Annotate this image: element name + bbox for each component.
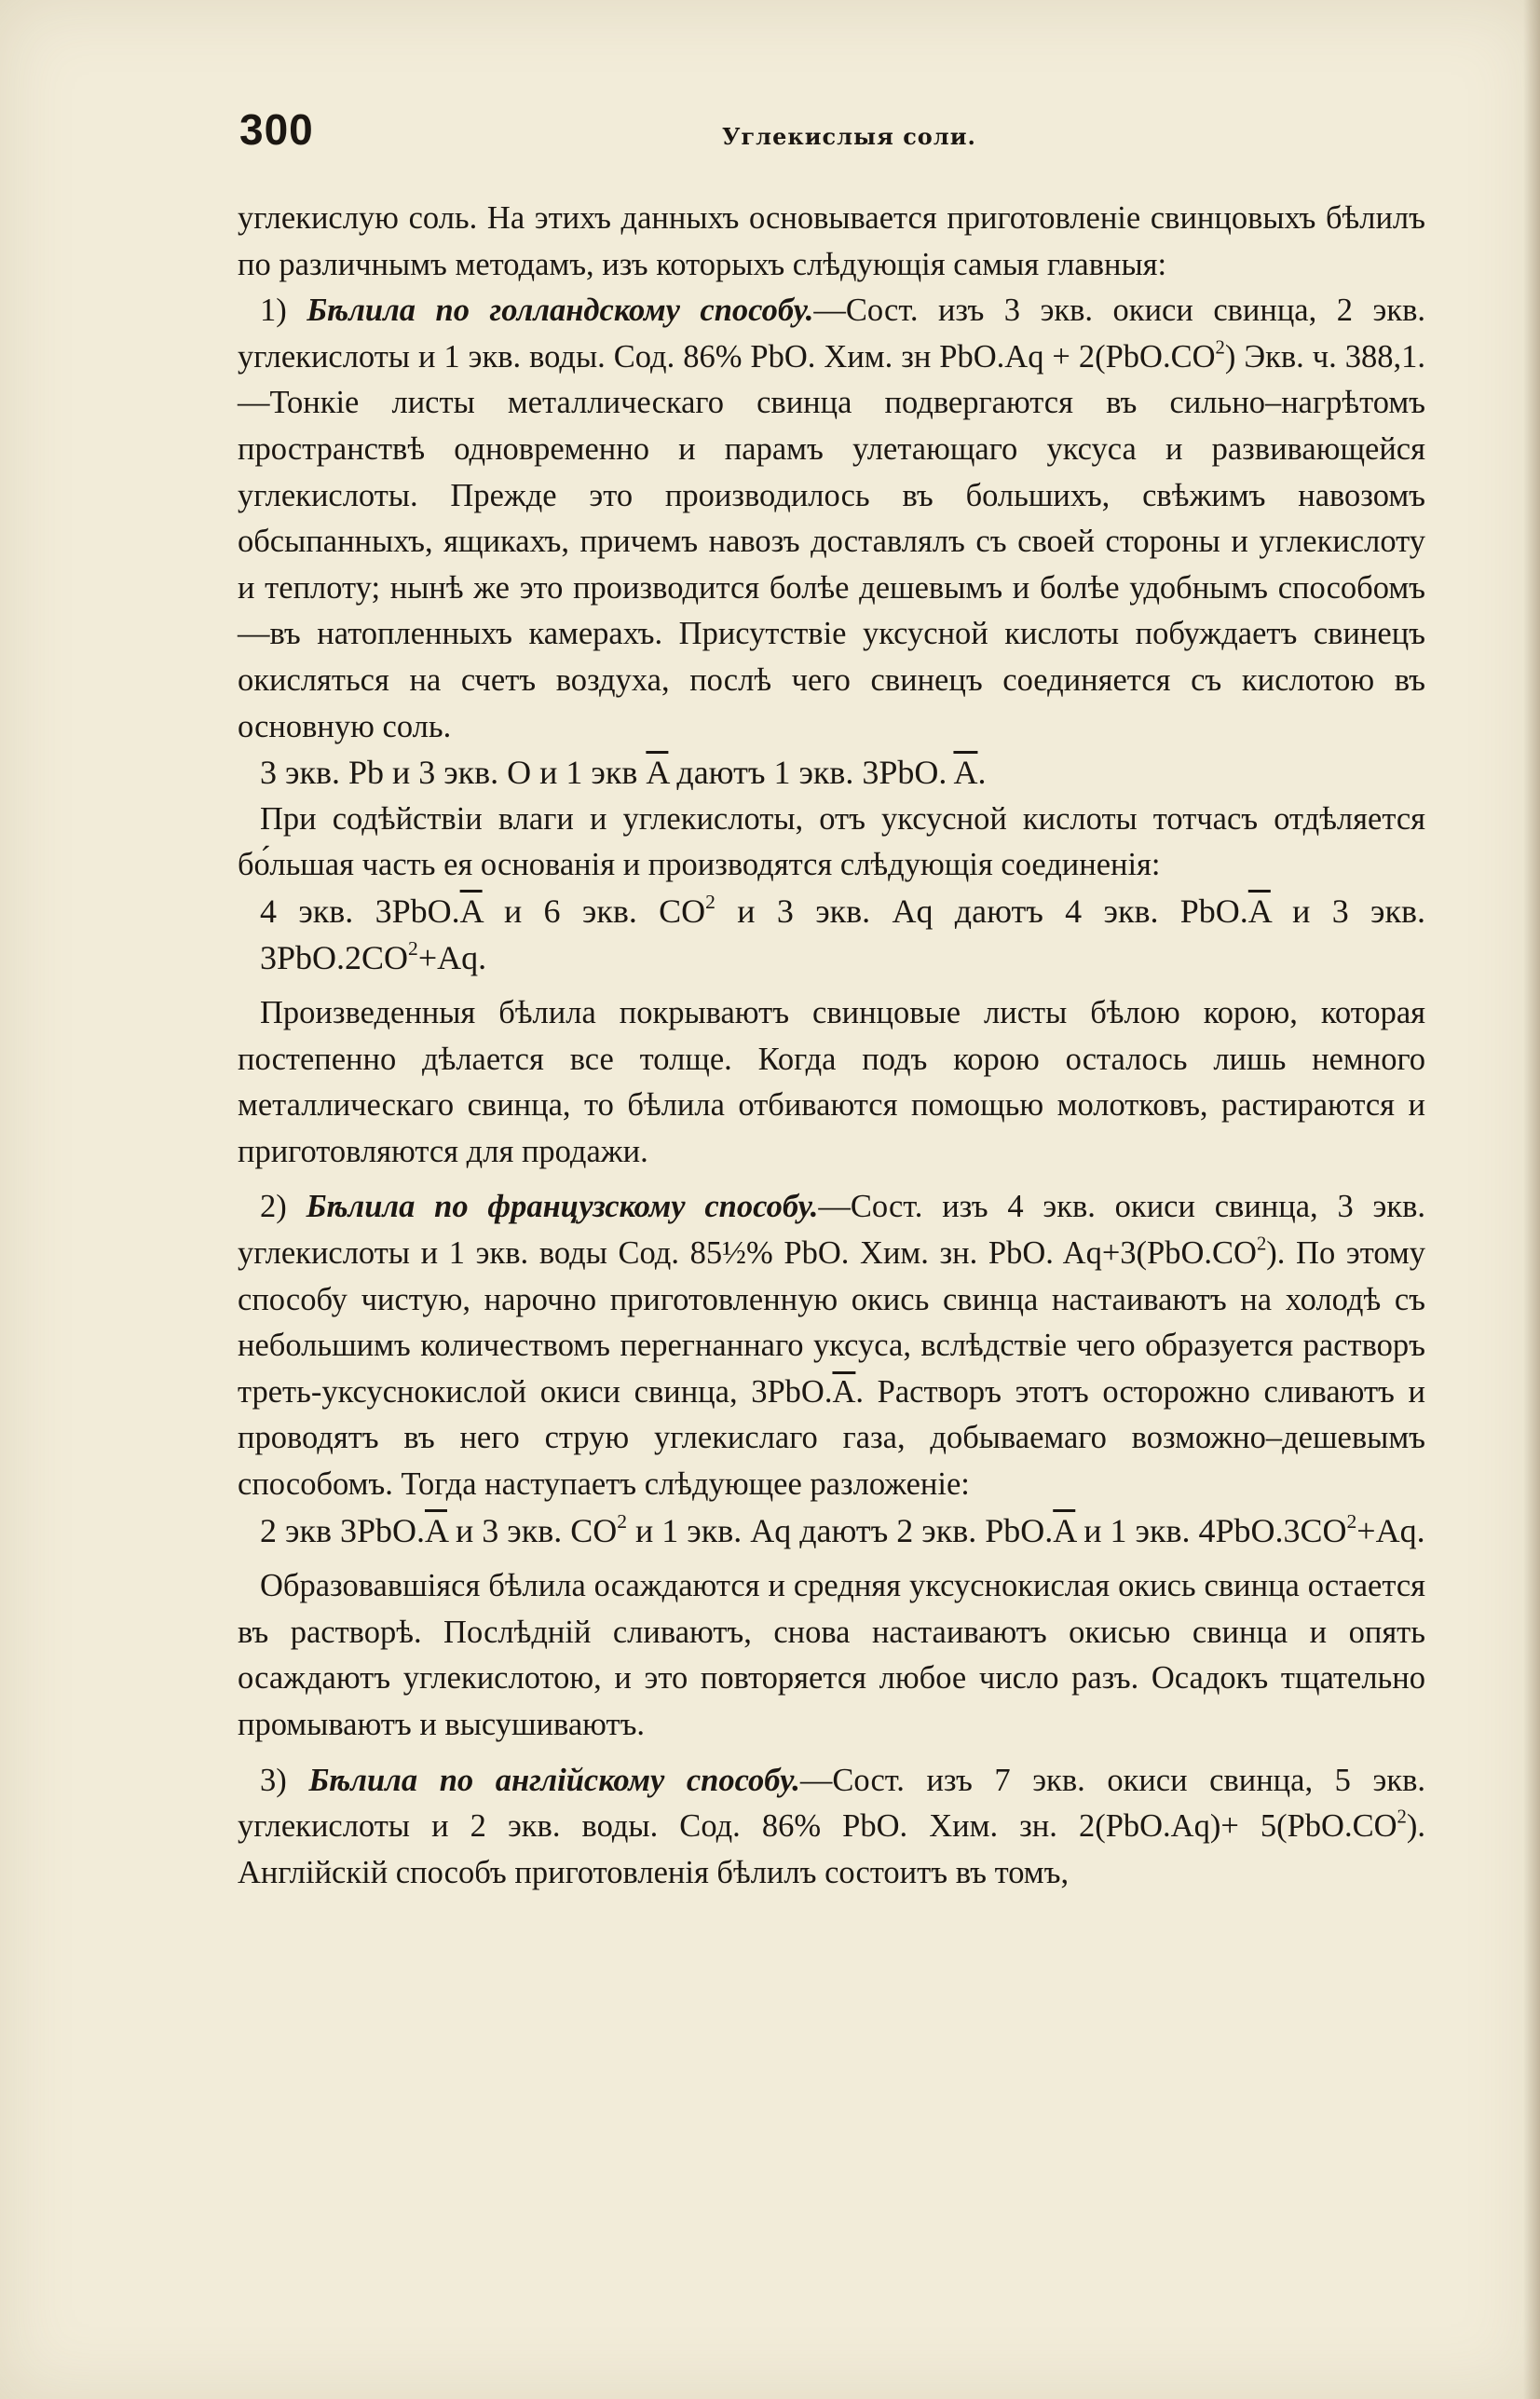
page-body	[238, 196, 1425, 1896]
formula-text: и 6 экв. CO	[482, 892, 706, 930]
formula-2	[238, 889, 1425, 981]
section-number: 1)	[260, 293, 287, 329]
section-text: ) Экв. ч. 388,1.—Тонкіе листы металлическаго свинца подвергаются въ сильно–нагрѣтомъ пространствѣ одновременно и парамъ улетающаго уксуса и развивающейся углекислоты. Прежде это производилось въ большихъ, свѣжимъ навозомъ обсыпанныхъ, ящикахъ, причемъ навозъ доставлялъ съ своей стороны и углекислоту и теплоту; нынѣ же это производится болѣе дешевымъ и болѣе удобнымъ способомъ—въ натопленныхъ камерахъ. Присутствіе уксусной кислоты побуждаетъ свинецъ окисляться на счетъ воздуха, послѣ чего свинецъ соединяется съ кислотою въ основную соль.	[238, 338, 1425, 744]
formula-text: даютъ 1 экв. 3PbO.	[668, 754, 954, 792]
superscript: 2	[617, 1509, 627, 1533]
formula-text: и 3 экв. 3PbO.2CO	[260, 892, 1425, 976]
formula-text: 4 экв. 3PbO.	[260, 892, 460, 930]
superscript: 2	[1346, 1509, 1357, 1533]
superscript: 2	[705, 890, 715, 913]
formula-text: и 1 экв. 4PbO.3CO	[1075, 1511, 1347, 1549]
formula-text: и 1 экв. Aq даютъ 2 экв. PbO.	[627, 1511, 1054, 1549]
acetate-symbol: $\overline{A}$	[646, 754, 669, 792]
section-title: Бѣлила по голландскому способу.	[307, 293, 814, 329]
acetate-symbol: $\overline{A}$	[424, 1511, 447, 1549]
paragraph-crust: Произведенныя бѣлила покрываютъ свинцовые листы бѣлою корою, которая постепенно дѣлается все толще. Когда подъ корою осталось лишь немного металлическаго свинца, то бѣлила отбиваются помощью молотковъ, растираются и приготовляются для продажи.	[238, 995, 1425, 1169]
formula-text: 2 экв 3PbO.	[260, 1511, 425, 1549]
section-text: . Растворъ этотъ осторожно сливаютъ и проводятъ въ него струю углекислаго газа, добываемаго возможно–дешевымъ способомъ. Тогда наступаетъ слѣдующее разложеніе:	[238, 1373, 1425, 1503]
formula-text: +Aq.	[417, 938, 487, 976]
acetate-symbol: $\overline{A}$	[953, 754, 978, 792]
formula-3	[238, 1508, 1425, 1555]
formula-text: +Aq.	[1356, 1511, 1425, 1549]
superscript: 2	[1397, 1806, 1407, 1828]
section-title: Бѣлила по англійскому способу.	[308, 1762, 800, 1798]
section-number: 3)	[260, 1762, 287, 1798]
paragraph-reaction: При содѣйствіи влаги и углекислоты, отъ уксусной кислоты тотчасъ отдѣляется бо́льшая часть ея основанія и производятся слѣдующія соединенія:	[238, 800, 1425, 883]
acetate-symbol: $\overline{A}$	[1247, 892, 1271, 930]
acetate-symbol: $\overline{A}$	[459, 892, 483, 930]
formula-text: и 3 экв. Aq даютъ 4 экв. PbO.	[715, 892, 1248, 930]
section-title: Бѣлила по французскому способу.	[306, 1189, 819, 1225]
formula-text: 3 экв. Pb и 3 экв. O и 1 экв	[260, 754, 647, 792]
running-head: Углекислыя соли.	[722, 123, 976, 150]
formula-text: и 3 экв. CO	[446, 1511, 618, 1549]
acetate-symbol: $\overline{A}$	[832, 1373, 856, 1410]
section-french-method	[238, 1184, 1425, 1507]
section-text: —Сост. изъ 3 экв. окиси свинца, 2 экв. углекислоты и 1 экв. воды. Сод. 86% PbO. Хим. зн PbO.Aq + 2(PbO.CO	[238, 293, 1425, 375]
page-header	[238, 104, 1425, 160]
superscript: 2	[1215, 337, 1225, 359]
superscript: 2	[1256, 1234, 1267, 1255]
section-dutch-method	[238, 288, 1425, 750]
formula-1	[238, 750, 1425, 797]
section-text: —Сост. изъ 4 экв. окиси свинца, 3 экв. углекислоты и 1 экв. воды Сод. 85½% PbO. Хим. зн. PbO. Aq+3(PbO.CO	[238, 1189, 1426, 1272]
section-english-method	[238, 1758, 1425, 1897]
page-number: 300	[239, 105, 314, 154]
paragraph-precipitate: Образовавшіяся бѣлила осаждаются и средняя уксуснокислая окись свинца остается въ растворѣ. Послѣдній сливаютъ, снова настаиваютъ окисью свинца и опять осаждаютъ углекислотою, и это повторяется любое число разъ. Осадокъ тщательно промываютъ и высушиваютъ.	[238, 1568, 1425, 1742]
section-number: 2)	[260, 1189, 287, 1225]
paragraph-intro: углекислую соль. На этихъ данныхъ основывается приготовленіе свинцовыхъ бѣлилъ по различнымъ методамъ, изъ которыхъ слѣдующія самыя главныя:	[238, 200, 1425, 282]
superscript: 2	[408, 936, 418, 960]
section-text: ). По этому способу чистую, нарочно приготовленную окись свинца настаиваютъ на холодѣ съ небольшимъ количествомъ перегнаннаго уксуса, вслѣдствіе чего образуется растворъ треть-уксуснокислой окиси свинца, 3PbO.	[238, 1235, 1425, 1410]
acetate-symbol: $\overline{A}$	[1053, 1511, 1076, 1549]
formula-text: .	[977, 754, 987, 792]
section-text: ). Англійскій способъ приготовленія бѣлилъ состоитъ въ томъ,	[238, 1808, 1425, 1890]
page-gutter-shadow	[1523, 0, 1540, 2399]
section-text: —Сост. изъ 7 экв. окиси свинца, 5 экв. углекислоты и 2 экв. воды. Сод. 86% PbO. Хим. зн. 2(PbO.Aq)+ 5(PbO.CO	[238, 1762, 1425, 1845]
